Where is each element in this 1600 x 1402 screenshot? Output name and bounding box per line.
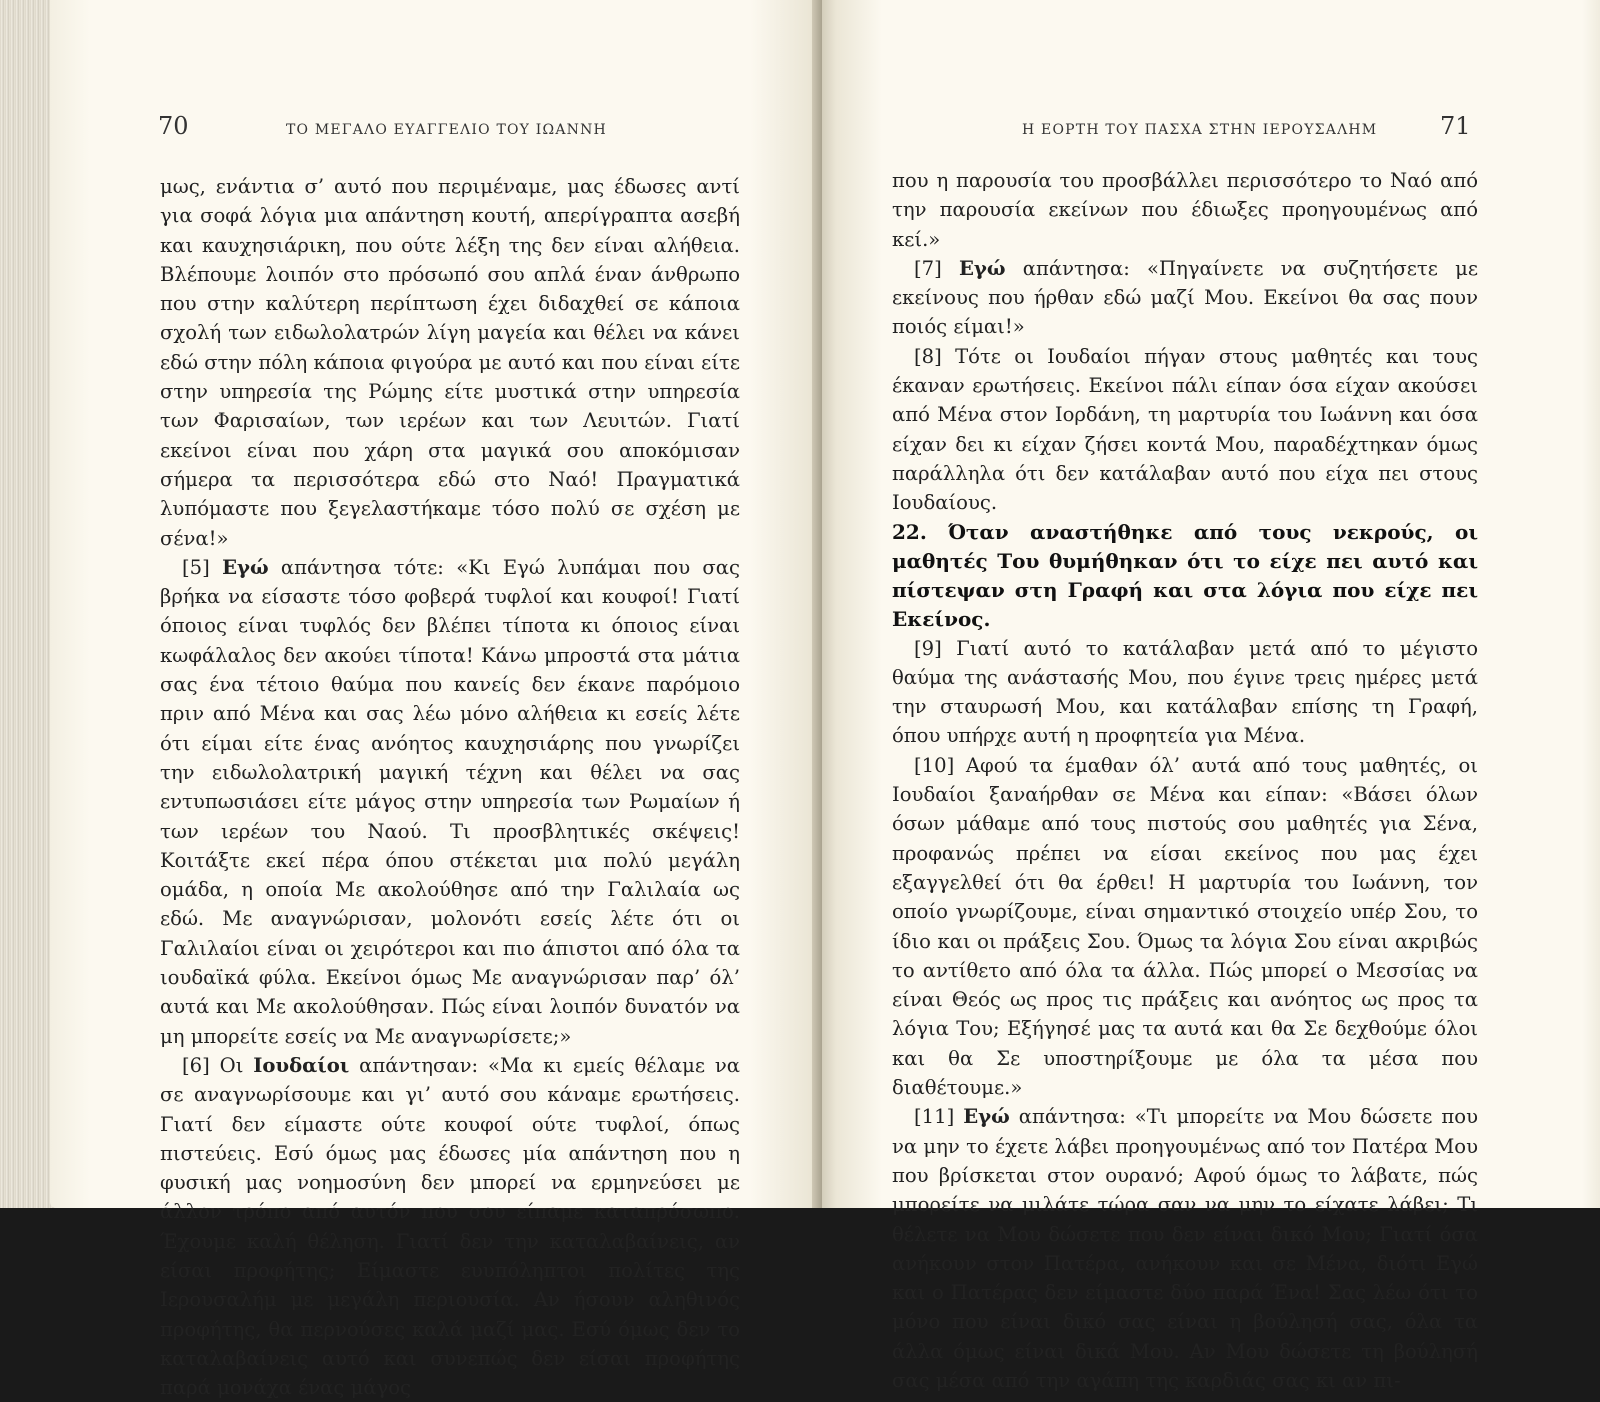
speaker-name: Εγώ: [222, 555, 269, 579]
paragraph-number: [7]: [914, 256, 942, 280]
left-page-number: 70: [158, 112, 189, 140]
paragraph: μως, ενάντια σ’ αυτό που περιμέναμε, μας έδωσες αντί για σοφά λόγια μια απάντηση κουτή, απερίγραπτα ασεβή και καυχησιάρικη, που ούτε λέξη της δεν είναι αλήθεια. Βλέπουμε λοιπόν στο πρόσωπό σου απλά έναν άνθρωπο που στην καλύτερη περίπτωση έχει διδαχθεί σε κάποια σχολή των ειδωλολατρών λίγη μαγεία και θέλει να κάνει εδώ στην πόλη κάποια φιγούρα με αυτό και που είναι είτε στην υπηρεσία της Ρώμης είτε μυστικά στην υπηρεσία των Φαρισαίων, των ιερέων και των Λευιτών. Γιατί εκείνοι είναι που χάρη στα μαγικά σου αποκόμισαν σήμερα τα περισσότερα εδώ στο Ναό! Πραγματικά λυπόμαστε που ξεγελαστήκαμε τόσο πολύ σε σχέση με σένα!»: [160, 175, 740, 550]
paragraph-text: απάντησαν: «Μα κι εμείς θέλαμε να σε αναγνωρίσουμε και γι’ αυτό σου κάναμε ερωτήσεις. Γιατί δεν είμαστε ούτε κουφοί ούτε τυφλοί, όπως πιστεύεις. Εσύ όμως μας έδωσες μία απάντηση που η φυσική μας νοημοσύνη δεν μπορεί να ερμηνεύσει με άλλον τρόπο από αυτόν που σου είπαμε καταπρόσωπο. Έχουμε καλή θέληση. Γιατί δεν την καταλαβαίνεις, αν είσαι προφήτης; Είμαστε ευυπόληπτοι πολίτες της Ιερουσαλήμ με μεγάλη περιουσία. Αν ήσουν αληθινός προφήτης, θα περνούσες καλά μαζί μας. Εσύ όμως δεν το καταλαβαίνεις αυτό και συνεπώς δεν είσαι προφήτης παρά μονάχα ένας μάγος: [160, 1053, 740, 1400]
paragraph-6: [160, 1051, 740, 1402]
speaker-name: Εγώ: [959, 256, 1006, 280]
paragraph-text: απάντησα τότε: «Κι Εγώ λυπάμαι που σας βρήκα να είσαστε τόσο φοβερά τυφλοί και κουφοί! Γιατί όποιος είναι τυφλός δεν βλέπει τίποτα κι όποιος είναι κωφάλαλος δεν ακούει τίποτα! Κάνω μπροστά στα μάτια σας ένα τέτοιο θαύμα που κανείς δεν έκανε παρόμοιο πριν από Μένα και σας λέω μόνο αλήθεια κι εσείς λέτε ότι είμαι είτε ένας ανόητος καυχησιάρης που γνωρίζει την ειδωλολατρική μαγική τέχνη και θέλει να σας εντυπωσιάσει είτε μάγος στην υπηρεσία των Ρωμαίων ή των ιερέων του Ναού. Τι προσβλητικές σκέψεις! Κοιτάξτε εκεί πέρα όπου στέκεται μια πολύ μεγάλη ομάδα, η οποία Με ακολούθησε από την Γαλιλαία ως εδώ. Με αναγνώρισαν, μολονότι εσείς λέτε ότι οι Γαλιλαίοι είναι οι χειρότεροι και πιο άπιστοι από όλα τα ιουδαϊκά φύλα. Εκείνοι όμως Με αναγνώρισαν παρ’ όλ’ αυτά και Με ακολούθησαν. Πώς είναι λοιπόν δυνατόν να μη μπορείτε εσείς να Με αναγνωρίσετε;»: [160, 555, 740, 1048]
speaker-name: Ιουδαίοι: [253, 1053, 350, 1077]
paragraph-10: [10] Αφού τα έμαθαν όλ’ αυτά από τους μαθητές, οι Ιουδαίοι ξαναήρθαν σε Μένα και είπαν: «Βάσει όλων όσων μάθαμε από τους πιστούς σου μαθητές για Σένα, προφανώς πρέπει να είσαι εκείνος που μας έχει εξαγγελθεί ότι θα έρθει! Η μαρτυρία του Ιωάννη, τον οποίο γνωρίζουμε, είναι σημαντικό στοιχείο υπέρ Σου, το ίδιο και οι πράξεις Σου. Όμως τα λόγια Σου είναι ακριβώς το αντίθετο από όλα τα άλλα. Πώς μπορεί ο Μεσσίας να είναι Θεός ως προς τις πράξεις και ανόητος ως προς τα λόγια Του; Εξήγησέ μας τα αυτά και θα Σε δεχθούμε όλοι και θα Σε υποστηρίξουμε με όλα τα μέσα που διαθέτουμε.»: [892, 753, 1478, 1100]
left-page: [50, 0, 822, 1400]
paragraph-text: απάντησα: «Τι μπορείτε να Μου δώσετε που να μην το έχετε λάβει προηγουμένως από τον Πατέρα Μου που βρίσκεται στον ουρανό; Αφού όμως το λάβατε, πώς μπορείτε να μιλάτε τώρα σαν να μην το είχατε λάβει; Τι θέλετε να Μου δώσετε που δεν είναι δικό Μου; Γιατί όσα ανήκουν στον Πατέρα, ανήκουν και σε Μένα, διότι Εγώ και ο Πατέρας δεν είμαστε δύο παρά Ένα! Σας λέω ότι το μόνο που είναι δικό σας είναι η βούλησή σας, όλα τα άλλα όμως είναι δικά Μου. Αν Μου δώσετε τη βούλησή σας μέσα από την αγάπη της καρδιάς σας κι αν πι-: [892, 1105, 1479, 1392]
right-page-number: 71: [1440, 112, 1471, 140]
right-running-head: Η ΕΟΡΤΗ ΤΟΥ ΠΑΣΧΑ ΣΤΗΝ ΙΕΡΟΥΣΑΛΗΜ: [1022, 122, 1378, 138]
paragraph-5: [160, 553, 740, 1051]
left-text-column: [160, 172, 740, 1402]
paragraph-11: [892, 1102, 1478, 1395]
paragraph-number: [5]: [182, 555, 210, 579]
right-page: [822, 0, 1600, 1392]
paragraph-9: [9] Γιατί αυτό το κατάλαβαν μετά από το μέγιστο θαύμα της ανάστασής Μου, που έγινε τρεις ημέρες μετά την σταυρωσή Μου, και κατάλαβαν επίσης τη Γραφή, όπου υπήρχε αυτή η προφητεία για Μένα.: [892, 636, 1478, 748]
paragraph-number: [6] Οι: [182, 1053, 244, 1077]
paragraph-8: [8] Τότε οι Ιουδαίοι πήγαν στους μαθητές και τους έκαναν ερωτήσεις. Εκείνοι πάλι είπαν όσα είχαν ακούσει από Μένα στον Ιορδάνη, τη μαρτυρία του Ιωάννη και όσα είχαν δει κι είχαν ζήσει κοντά Μου, παραδέχτηκαν όμως παράλληλα ότι δεν κατάλαβαν αυτό που είχα πει στους Ιουδαίους.: [892, 344, 1478, 515]
paragraph-text: απάντησα: «Πηγαίνετε να συζητήσετε με εκείνους που ήρθαν εδώ μαζί Μου. Εκείνοι θα σας πουν ποιός είμαι!»: [892, 256, 1478, 339]
right-text-column: [892, 166, 1478, 1395]
chapter-heading: 22. Όταν αναστήθηκε από τους νεκρούς, οι μαθητές Του θυμήθηκαν ότι το είχε πει αυτό και πίστεψαν στη Γραφή και στα λόγια που είχε πει Εκείνος.: [892, 519, 1478, 631]
paragraph-7: [892, 254, 1478, 342]
left-running-head: ΤΟ ΜΕΓΑΛΟ ΕΥΑΓΓΕΛΙΟ ΤΟΥ ΙΩΑΝΝΗ: [286, 122, 607, 138]
paragraph: που η παρουσία του προσβάλλει περισσότερο το Ναό από την παρουσία εκείνων που έδιωξες προηγουμένως από κεί.»: [892, 169, 1478, 251]
paragraph-number: [11]: [914, 1105, 955, 1129]
speaker-name: Εγώ: [963, 1105, 1010, 1129]
